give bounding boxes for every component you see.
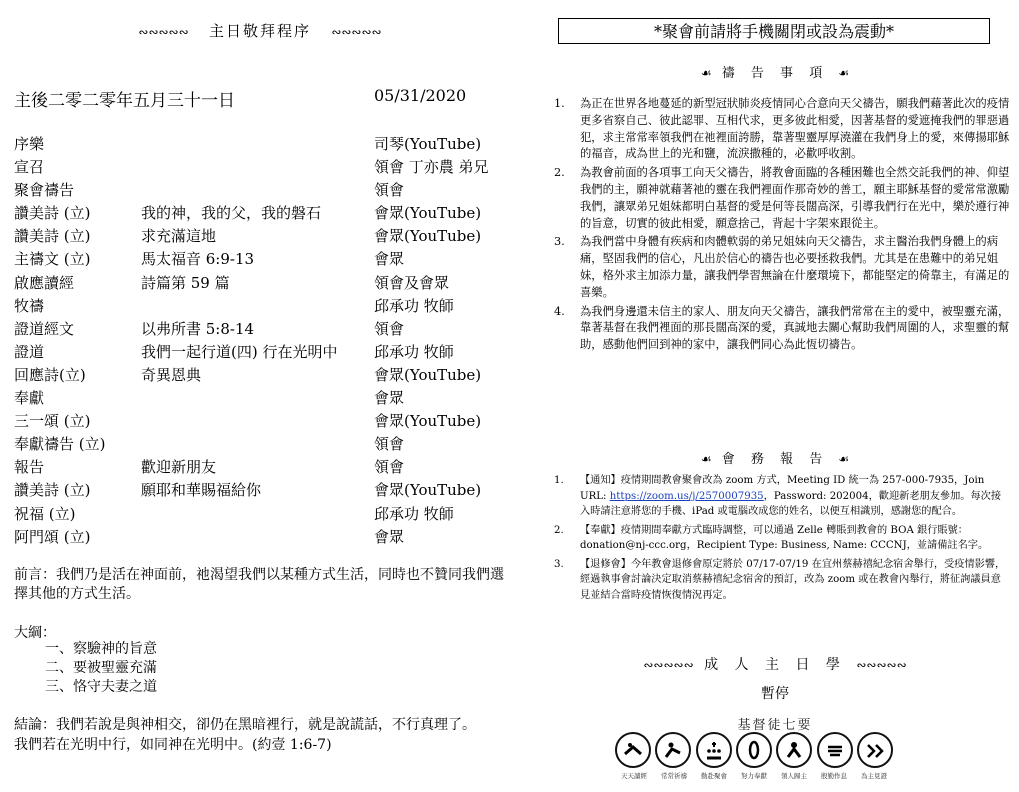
news-section-title — [560, 448, 990, 467]
order-person: 會眾(YouTube) — [374, 481, 482, 500]
order-row — [14, 133, 524, 156]
essential-caption: 努力奉獻 — [741, 772, 767, 780]
order-person: 會眾(YouTube) — [374, 412, 482, 431]
order-person: 會眾 — [374, 250, 405, 269]
offering-icon — [736, 732, 772, 768]
order-row — [14, 225, 524, 248]
news-number: 2. — [554, 524, 564, 536]
prayer-text: 為教會前面的各項事工向天父禱告，將教會面臨的各種困難也全然交託我們的神、仰望我們的主，願神就藉著祂的靈在我們裡面作那奇妙的善工，願主耶穌基督的愛常常激勵我們，讓眾弟兄姐妹都明白基督的愛是何等長闊高深，引導我們行在光中，樂於遵行神的旨意，切實的彼此相愛，願意捨己，背起十字架來跟從主。 — [580, 166, 1010, 230]
order-item: 讚美詩 (立) — [14, 481, 91, 500]
order-person: 邱承功 牧師 — [374, 342, 454, 361]
order-row — [14, 179, 524, 202]
order-row — [14, 341, 524, 364]
outline-point: 三、恪守夫妻之道 — [45, 679, 157, 695]
prayer-text: 為正在世界各地蔓延的新型冠狀肺炎疫情同心合意向天父禱告，願我們藉著此次的疫情更多省察自己、彼此認罪、互相代求，更多彼此相愛，因著基督的愛遮掩我們的罪惡過犯，求主常常率領我們在祂裡面誇勝，靠著聖靈厚厚澆灌在我們身上的愛，來傳揚耶穌的福音，成為世上的光和鹽，流淚撒種的，必歡呼收割。 — [580, 97, 1010, 161]
leaf-ornament-icon: ☙ — [700, 66, 712, 80]
order-item: 主禱文 (立) — [14, 250, 91, 269]
essential-caption: 為主見證 — [861, 772, 887, 780]
prayer-list — [554, 96, 1010, 356]
order-row — [14, 295, 524, 318]
order-content: 我的神，我的父，我的磐石 — [141, 204, 322, 223]
zoom-link[interactable]: https://zoom.us/j/2570007935 — [609, 490, 764, 502]
title-ornament-left: ∾∾∾∾∾ — [643, 658, 694, 672]
essential-caption: 領人歸主 — [781, 772, 807, 780]
news-text: 今年教會退修會原定將於 07/17-07/19 在宜州蔡赫禧紀念宿舍舉行，受疫情影響，經過執事會討論決定取消蔡赫禧紀念宿舍的預訂，改為 zoom 或在教會內舉行，將征詢議員意見並結合當時疫情恢復情況再定。 — [580, 558, 1006, 601]
news-number: 3. — [554, 558, 564, 570]
conclusion-line: 我們若在光明中行，如同神在光明中。(約壹 1:6-7) — [14, 737, 332, 753]
prayer-title-text: 禱 告 事 項 — [721, 66, 829, 81]
witness-icon — [857, 732, 893, 768]
order-item: 證道經文 — [14, 319, 75, 338]
evangelism-icon — [776, 732, 812, 768]
order-row — [14, 433, 524, 456]
order-content: 馬太福音 6:9-13 — [141, 250, 255, 269]
prayer-section-title — [560, 62, 990, 81]
sermon-preface: 前言：我們乃是活在神面前，祂渴望我們以某種方式生活，同時也不贊同我們選擇其他的方式生活。 — [14, 567, 504, 602]
program-title-text: 主日敬拜程序 — [208, 22, 311, 40]
order-item: 啟應讀經 — [14, 273, 75, 292]
news-tag: 【奉獻】 — [580, 524, 621, 536]
news-list — [554, 473, 1010, 606]
order-person: 領會 — [374, 319, 405, 338]
order-person: 領會 — [374, 458, 405, 477]
order-item: 回應詩(立) — [14, 365, 86, 384]
order-row — [14, 156, 524, 179]
prayer-number: 2. — [554, 166, 565, 180]
order-of-service — [14, 133, 524, 549]
prayer-item — [554, 165, 1010, 232]
order-item: 聚會禱告 — [14, 181, 75, 200]
order-person: 領會 — [374, 181, 405, 200]
order-row — [14, 318, 524, 341]
order-item: 奉獻禱告 (立) — [14, 435, 106, 454]
sermon-outline — [45, 640, 157, 697]
reading-icon — [615, 732, 651, 768]
order-row — [14, 272, 524, 295]
leaf-ornament-icon: ☙ — [838, 66, 850, 80]
order-item: 阿門頌 (立) — [14, 527, 91, 546]
order-row — [14, 387, 524, 410]
program-title — [80, 20, 440, 41]
prayer-number: 3. — [554, 235, 565, 249]
order-content: 歡迎新朋友 — [141, 458, 217, 477]
order-content: 求充滿這地 — [141, 227, 217, 246]
service-date-text: 主後二零二零年五月三十一日 — [14, 91, 235, 111]
seven-essentials-captions — [615, 771, 893, 780]
order-item: 三一頌 (立) — [14, 412, 91, 431]
order-content: 願耶和華賜福給你 — [141, 481, 262, 500]
conclusion-line: 結論：我們若說是與神相交，卻仍在黑暗裡行，就是說謊話，不行真理了。 — [14, 717, 476, 733]
essential-caption: 殷勤作息 — [821, 772, 847, 780]
adult-school-title-text: 成 人 主 日 學 — [704, 657, 846, 673]
outline-point: 二、要被聖靈充滿 — [45, 660, 157, 676]
order-item: 宣召 — [14, 158, 45, 177]
order-person: 邱承功 牧師 — [374, 504, 454, 523]
news-text-continued: ，Password: 202004，歡迎新老朋友參加。每次接入時請注意將您的手機、iPad 或電腦改成您的姓名，以便互相識別，感謝您的配合。 — [580, 490, 1002, 517]
news-tag: 【退修會】 — [580, 558, 631, 570]
news-number: 1. — [554, 475, 564, 486]
essential-caption: 常常祈禱 — [661, 772, 687, 780]
title-ornament-left: ∾∾∾∾∾ — [138, 25, 189, 39]
order-row — [14, 410, 524, 433]
prayer-text: 為我們當中身體有疾病和肉體軟弱的弟兄姐妹向天父禱告，求主醫治我們身體上的病痛，堅固我們的信心，凡出於信心的禱告也必要拯救我們。尤其是在患難中的弟兄姐妹，格外求主加添力量，讓我們學習無論在什麼環境下，都能堅定的倚靠主，有滿足的喜樂。 — [580, 235, 1010, 299]
prayer-number: 4. — [554, 304, 565, 318]
news-text: 疫情期間奉獻方式臨時調整，可以通過 Zelle 轉賬到教會的 BOA 銀行賬號：donation@nj-ccc.org，Recipient Type: Business, Name: CCCNJ，並請備註名字。 — [580, 524, 989, 551]
order-person: 領會 丁亦農 弟兄 — [374, 158, 489, 177]
order-row — [14, 526, 524, 549]
order-person: 會眾 — [374, 389, 405, 408]
gathering-icon — [696, 732, 732, 768]
prayer-item — [554, 96, 1010, 163]
essential-caption: 天天讀經 — [621, 772, 647, 780]
order-row — [14, 248, 524, 271]
order-person: 邱承功 牧師 — [374, 296, 454, 315]
news-item — [554, 473, 1010, 520]
leaf-ornament-icon: ☙ — [838, 452, 850, 466]
seven-essentials-icons — [615, 732, 893, 770]
order-content: 我們一起行道(四) 行在光明中 — [141, 342, 338, 361]
title-ornament-right: ∾∾∾∾∾ — [331, 25, 382, 39]
order-person: 會眾(YouTube) — [374, 227, 482, 246]
order-person: 領會及會眾 — [374, 273, 450, 292]
prayer-item — [554, 304, 1010, 354]
prayer-item — [554, 234, 1010, 301]
outline-title: 大綱： — [14, 625, 56, 641]
order-content: 奇異恩典 — [141, 365, 202, 384]
rest-icon — [817, 732, 853, 768]
order-content: 詩篇第 59 篇 — [141, 273, 230, 292]
order-row — [14, 456, 524, 479]
phone-notice-box: *聚會前請將手機關閉或設為震動* — [558, 18, 990, 44]
order-item: 讚美詩 (立) — [14, 227, 91, 246]
outline-point: 一、察驗神的旨意 — [45, 641, 157, 657]
seven-essentials-title: 基督徒七要 — [737, 718, 813, 733]
news-item — [554, 557, 1010, 604]
news-tag: 【通知】 — [580, 475, 621, 486]
order-item: 報告 — [14, 458, 45, 477]
order-row — [14, 202, 524, 225]
order-person: 司琴(YouTube) — [374, 135, 482, 153]
leaf-ornament-icon: ☙ — [700, 452, 712, 466]
order-person: 會眾(YouTube) — [374, 204, 482, 223]
prayer-number: 1. — [554, 97, 565, 110]
adult-school-status: 暫停 — [761, 686, 789, 702]
service-date-number: 05/31/2020 — [374, 86, 467, 105]
sermon-conclusion — [14, 715, 514, 755]
order-person: 會眾 — [374, 527, 405, 546]
order-item: 牧禱 — [14, 296, 45, 315]
order-content: 以弗所書 5:8-14 — [141, 319, 255, 338]
order-item: 證道 — [14, 342, 45, 361]
order-item: 奉獻 — [14, 389, 45, 408]
order-row — [14, 364, 524, 387]
praying-icon — [655, 732, 691, 768]
news-text: 疫情期間教會聚會改為 zoom 方式，Meeting ID 統一為 257-000-7935，Join URL: — [580, 475, 985, 502]
adult-school-title — [560, 654, 990, 674]
order-item: 序樂 — [14, 135, 45, 153]
essential-caption: 勤赴聚會 — [701, 772, 727, 780]
news-item — [554, 523, 1010, 554]
order-row — [14, 479, 524, 502]
order-row — [14, 503, 524, 526]
title-ornament-right: ∾∾∾∾∾ — [856, 658, 907, 672]
order-item: 讚美詩 (立) — [14, 204, 91, 223]
order-person: 領會 — [374, 435, 405, 454]
order-item: 祝福 (立) — [14, 504, 76, 523]
prayer-text: 為我們身邊還未信主的家人、朋友向天父禱告，讓我們常常在主的愛中，被聖靈充滿，靠著基督在我們裡面的那長闊高深的愛，真誠地去關心幫助我們周圍的人，求聖靈的幫助，感動他們回到神的家中，讓我們同心為此恆切禱告。 — [580, 304, 1010, 352]
order-person: 會眾(YouTube) — [374, 365, 482, 384]
news-title-text: 會 務 報 告 — [721, 452, 829, 467]
